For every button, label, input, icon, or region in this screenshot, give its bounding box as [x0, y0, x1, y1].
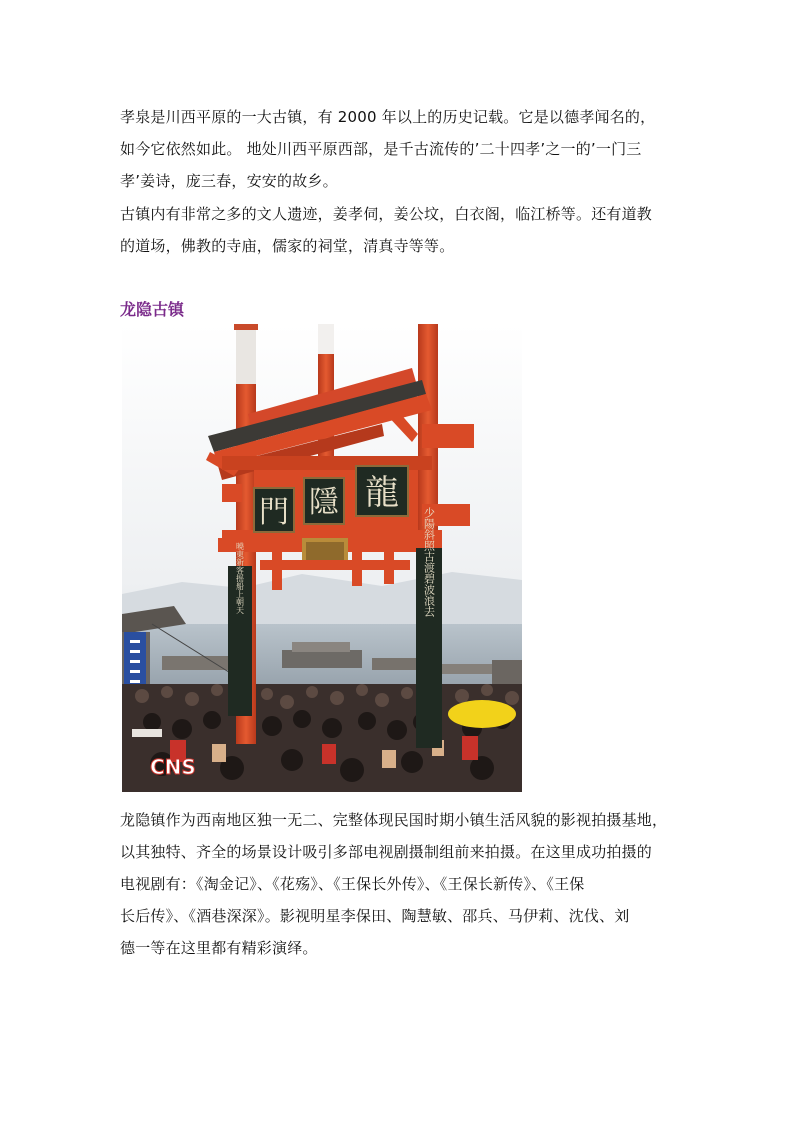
cns-watermark: CNS [150, 755, 196, 779]
plaque-char-long: 龍 [365, 473, 399, 513]
longyin-line-2: 以其独特、齐全的场景设计吸引多部电视剧摄制组前来拍摄。在这里成功拍摄的 [120, 843, 653, 861]
plaque-char-yin: 隱 [309, 485, 339, 520]
intro-line-3: 孝’姜诗，庞三春，安安的故乡。 [120, 172, 338, 190]
relics-line-2: 的道场，佛教的寺庙，儒家的祠堂，清真寺等等。 [120, 237, 455, 255]
relics-line-1: 古镇内有非常之多的文人遗迹，姜孝伺，姜公坟，白衣阁，临江桥等。还有道教 [120, 205, 653, 223]
longyin-line-3: 电视剧有：《淘金记》、《花殇》、《王保长外传》、《王保长新传》、《王保 [120, 875, 585, 893]
intro-line-2: 如今它依然如此。 地处川西平原西部，是千古流传的’二十四孝’之一的’一门三 [120, 140, 642, 158]
right-couplet-text: 少陽斜照古渡碧波浪去 [422, 507, 436, 617]
plaque-char-men: 門 [259, 495, 289, 530]
section-heading: 龙隐古镇 [120, 300, 185, 319]
longyin-line-1: 龙隐镇作为西南地区独一无二、完整体现民国时期小镇生活风貌的影视拍摄基地， [120, 811, 668, 829]
longyin-paragraph [120, 804, 685, 964]
intro-line-1: 孝泉是川西平原的一大古镇，有 2000 年以上的历史记载。它是以德孝闻名的， [120, 108, 656, 126]
intro-paragraph [120, 101, 685, 197]
longyin-line-5: 德一等在这里都有精彩演绎。 [120, 939, 318, 957]
gate-illustration [122, 324, 522, 792]
longyin-gate-photo [122, 324, 522, 792]
gate-plaque [254, 466, 418, 532]
yellow-umbrella [448, 700, 516, 728]
longyin-line-4: 长后传》、《酒巷深深》。影视明星李保田、陶慧敏、邵兵、马伊莉、沈伐、刘 [120, 907, 630, 925]
relics-paragraph [120, 198, 685, 262]
left-couplet-text: 曉東新客摇船上朝天 [235, 542, 245, 614]
left-pillar-cap [236, 324, 256, 384]
